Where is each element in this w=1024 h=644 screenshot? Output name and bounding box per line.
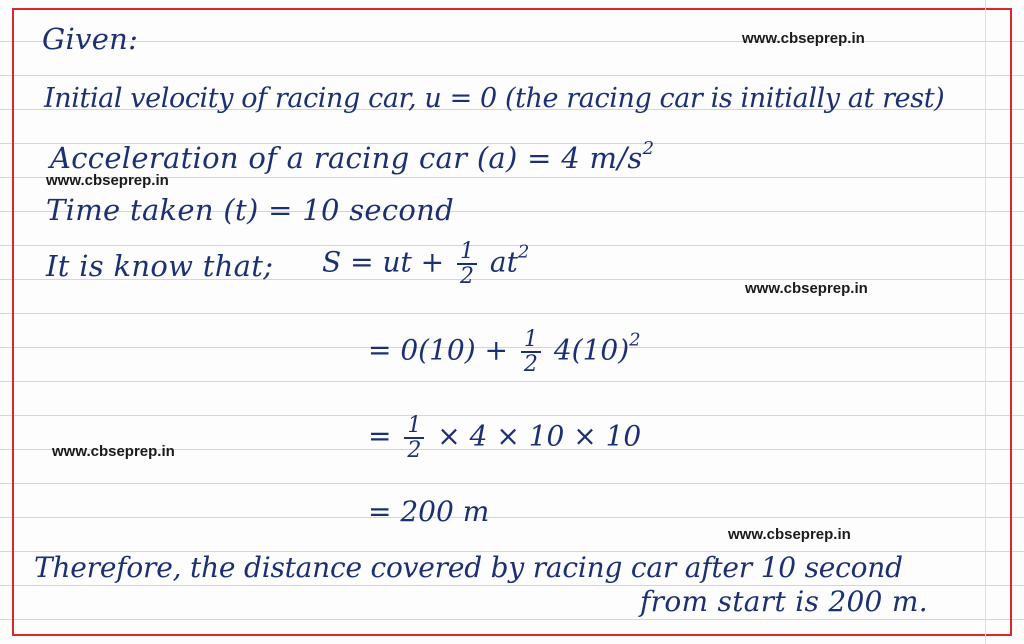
- fraction-half: [521, 328, 541, 376]
- fraction-denominator: 2: [523, 352, 538, 378]
- acceleration-line: [50, 140, 654, 173]
- watermark: www.cbseprep.in: [52, 443, 175, 460]
- formula-exponent: 2: [517, 241, 530, 263]
- step1-exponent: 2: [629, 329, 641, 351]
- fraction-half: [457, 240, 477, 288]
- know-that-text: It is know that;: [46, 249, 274, 283]
- initial-velocity-line: Initial velocity of racing car, u = 0 (the racing car is initially at rest): [44, 83, 945, 114]
- formula-at: at: [489, 245, 518, 279]
- formula-s: S = ut +: [322, 245, 445, 279]
- conclusion-line-1: Therefore, the distance covered by racing car after 10 second: [34, 551, 903, 584]
- fraction-numerator: 1: [457, 240, 477, 265]
- step1-right: 4(10): [553, 333, 630, 367]
- step2-equals: =: [368, 419, 392, 453]
- given-heading: Given:: [42, 22, 139, 56]
- watermark: www.cbseprep.in: [728, 526, 851, 543]
- fraction-numerator: 1: [404, 414, 424, 439]
- step1-line: [368, 328, 641, 376]
- conclusion-line-2: from start is 200 m.: [640, 585, 928, 618]
- step1-left: = 0(10) +: [368, 333, 509, 367]
- fraction-numerator: 1: [521, 328, 541, 353]
- time-line: Time taken (t) = 10 second: [46, 193, 454, 227]
- fraction-denominator: 2: [460, 264, 474, 290]
- acceleration-exponent: 2: [642, 138, 655, 159]
- step2-product: × 4 × 10 × 10: [437, 419, 642, 453]
- formula-line: [322, 240, 529, 288]
- fraction-half: [404, 414, 424, 462]
- margin-rule: [985, 0, 986, 644]
- acceleration-text: Acceleration of a racing car (a) = 4 m/s: [50, 141, 643, 175]
- step3-line: = 200 m: [368, 495, 490, 528]
- step2-line: [368, 414, 641, 462]
- watermark: www.cbseprep.in: [745, 280, 868, 297]
- watermark: www.cbseprep.in: [742, 30, 865, 47]
- fraction-denominator: 2: [407, 438, 422, 464]
- watermark: www.cbseprep.in: [46, 172, 169, 189]
